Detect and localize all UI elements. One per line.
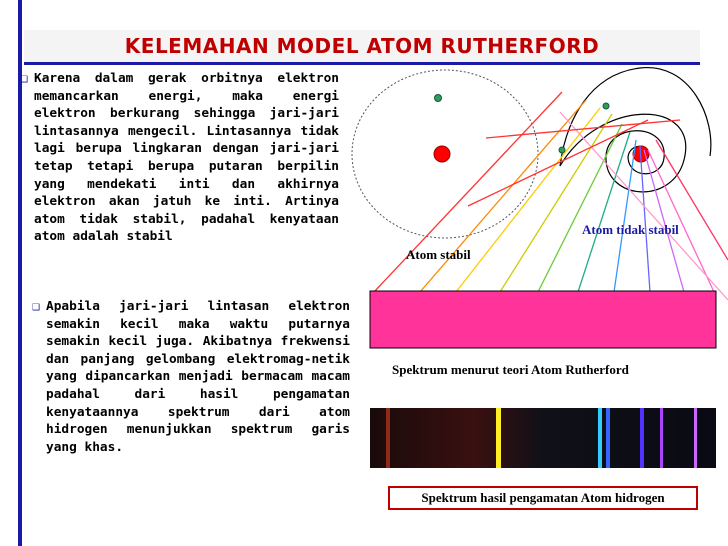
ray [644,150,684,292]
stable-electron [435,95,442,102]
ray [614,140,636,292]
stable-nucleus [434,146,450,162]
spectral-line-violet-2 [694,408,697,468]
unstable-electron-2 [603,103,609,109]
spectral-line-yellow [496,408,501,468]
ray [656,140,728,260]
theory-spectrum-caption: Spektrum menurut teori Atom Rutherford [392,362,629,377]
continuous-spectrum [370,291,716,348]
unstable-atom-label: Atom tidak stabil [582,222,679,237]
observed-spectrum-caption: Spektrum hasil pengamatan Atom hidrogen [388,486,698,510]
bullet-icon: ❑ [20,71,28,86]
spectral-line-blue [606,408,610,468]
spectral-line-red-faint [386,408,390,468]
slide-title: KELEMAHAN MODEL ATOM RUTHERFORD [124,34,600,58]
spectral-line-cyan [598,408,602,468]
spectral-line-violet [660,408,663,468]
spectral-line-indigo [640,408,644,468]
line-spectrum-background [370,408,716,468]
paragraph-text: Apabila jari-jari lintasan elektron semakin kecil maka waktu putarnya semakin kecil juga. Akibatnya frekwensi dan panjang gelombang elektromag-netik yang dipancarkan menjadi bermacam macam padahal dari hasil pengamatan kenyataannya spektrum dari atom hidrogen menunjukkan spektrum garis yang khas. [46,299,350,455]
ray [486,120,680,138]
ray [538,124,622,292]
stable-atom-label: Atom stabil [406,247,471,262]
unstable-electron [559,147,565,153]
bullet-icon: ❑ [32,299,40,314]
ray [456,108,600,292]
paragraph-text: Karena dalam gerak orbitnya elektron memancarkan energi, maka energi elektron berkurang sehingga jari-jari lintasannya mengecil. Lintasannya tidak lagi berupa lingkaran dengan jari-jari tetap tetapi berupa putaran berpilin yang mendekati inti dan akhirnya elektron akan jatuh ke inti. Artinya atom tidak stabil, padahal kenyataan atom adalah stabil [34,71,339,245]
